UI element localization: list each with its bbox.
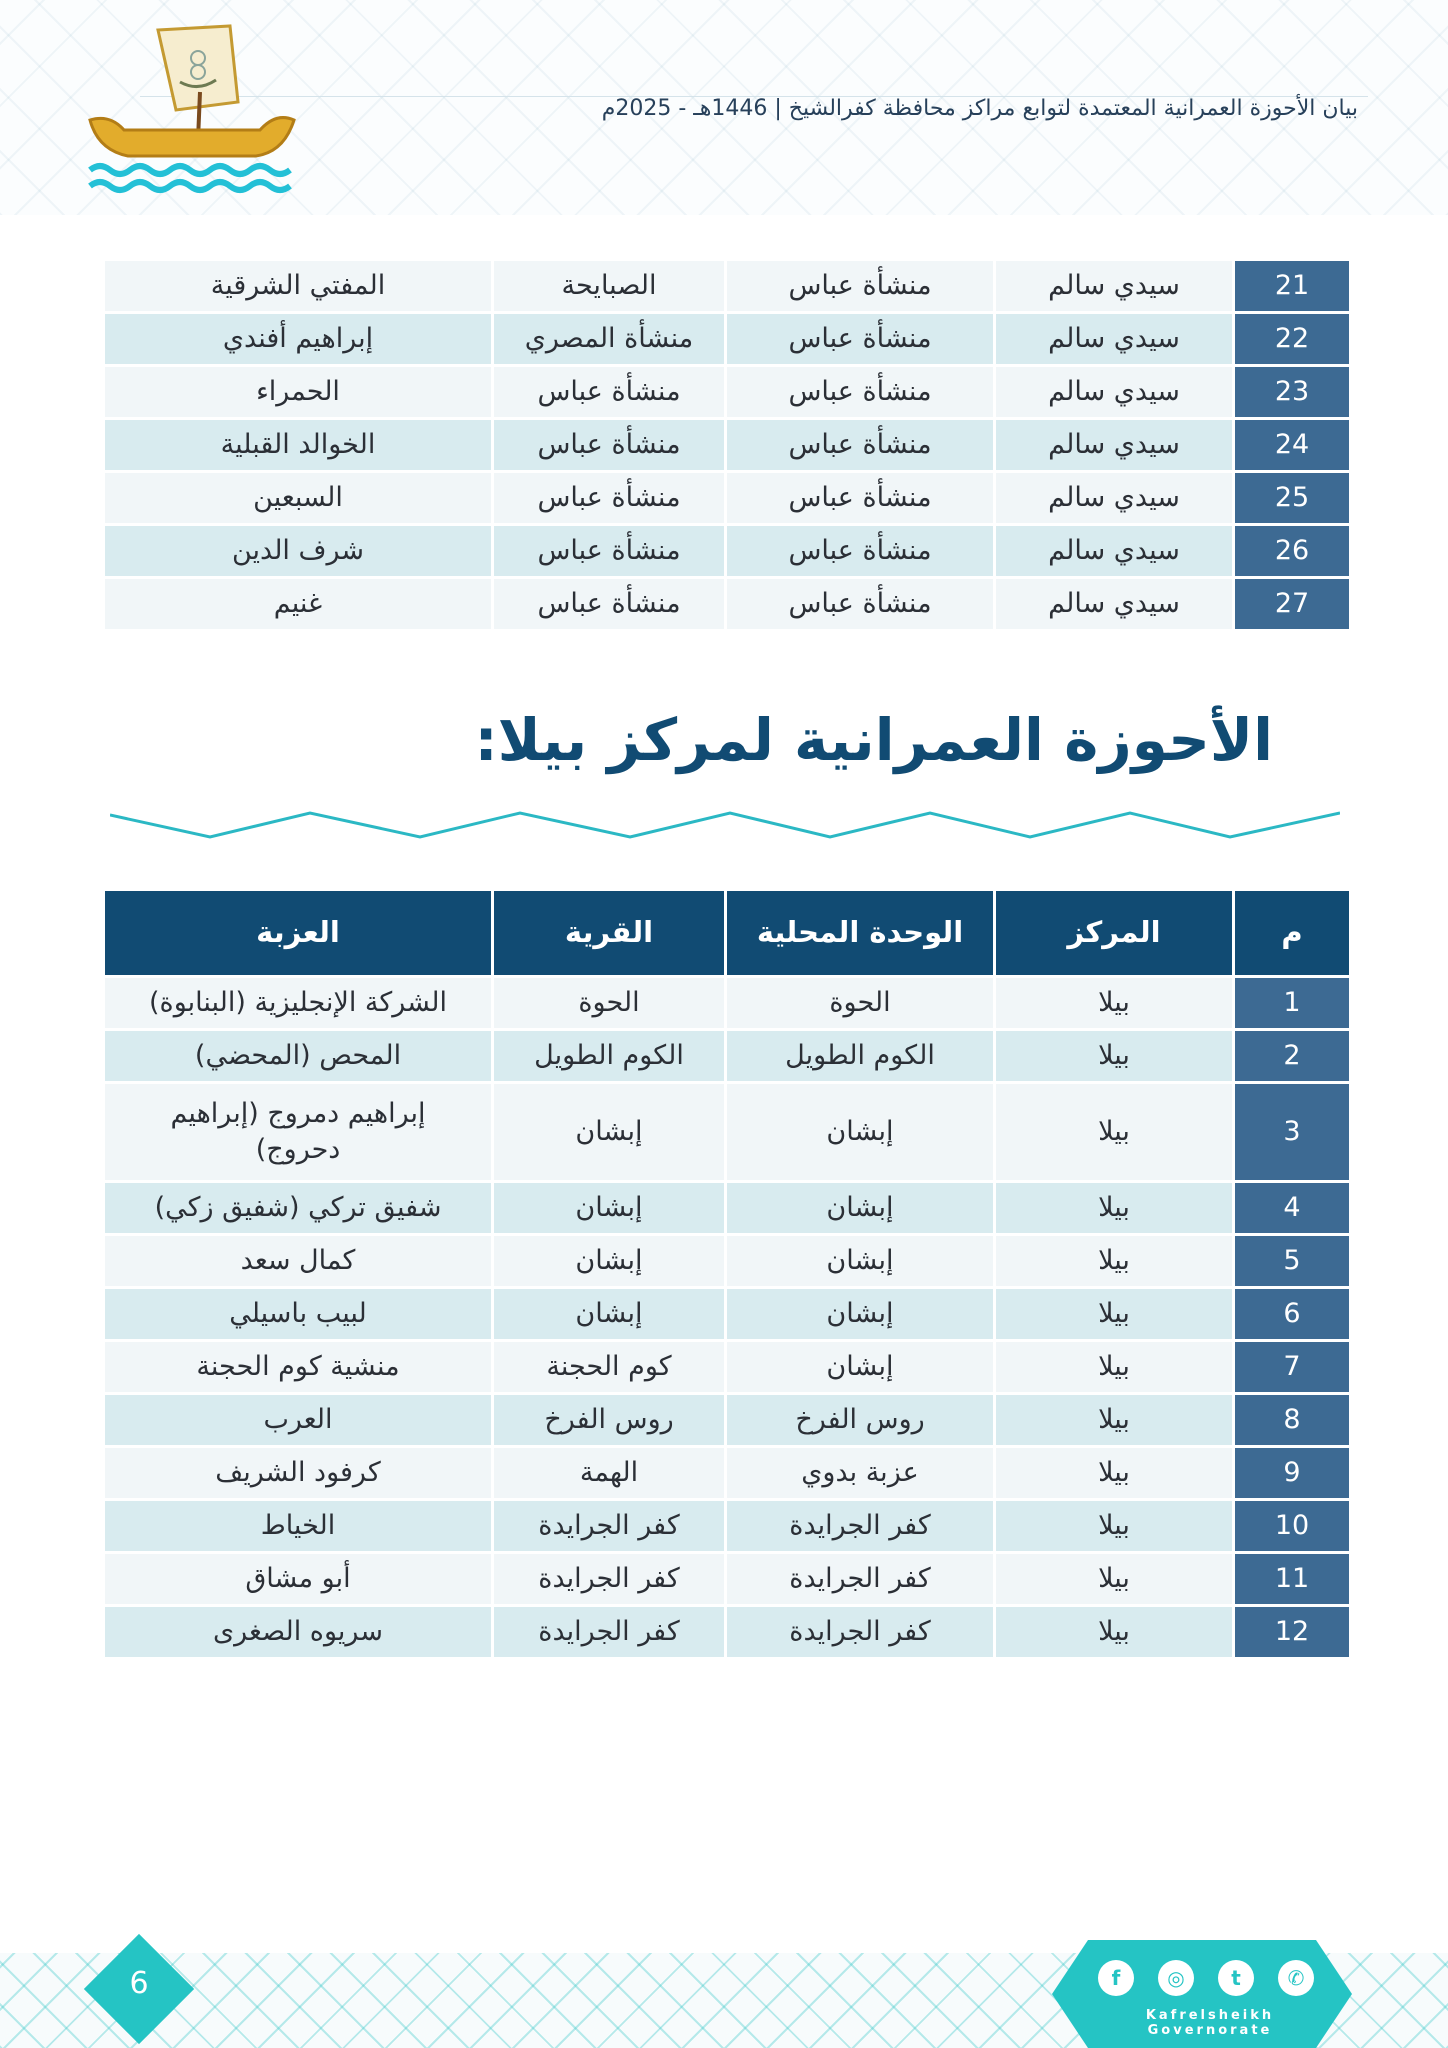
markaz-cell: بيلا bbox=[996, 1084, 1232, 1180]
markaz-cell: بيلا bbox=[996, 1342, 1232, 1392]
village-cell: إبشان bbox=[494, 1236, 724, 1286]
village-cell: إبشان bbox=[494, 1289, 724, 1339]
hamlet-cell: سريوه الصغرى bbox=[105, 1607, 491, 1657]
local-unit-cell: منشأة عباس bbox=[727, 473, 993, 523]
hamlet-cell: السبعين bbox=[105, 473, 491, 523]
table-row bbox=[105, 314, 1349, 364]
markaz-cell: بيلا bbox=[996, 978, 1232, 1028]
local-unit-cell: كفر الجرايدة bbox=[727, 1607, 993, 1657]
hamlet-cell: غنيم bbox=[105, 579, 491, 629]
local-unit-cell: منشأة عباس bbox=[727, 420, 993, 470]
column-header-local-unit: الوحدة المحلية bbox=[727, 891, 993, 975]
table-header-row bbox=[105, 891, 1349, 975]
hamlet-cell: منشية كوم الحجنة bbox=[105, 1342, 491, 1392]
row-number: 3 bbox=[1235, 1084, 1349, 1180]
markaz-cell: سيدي سالم bbox=[996, 261, 1232, 311]
hamlet-cell: إبراهيم دمروج (إبراهيم دحروج) bbox=[105, 1084, 491, 1180]
table-row bbox=[105, 1501, 1349, 1551]
local-unit-cell: منشأة عباس bbox=[727, 579, 993, 629]
local-unit-cell: منشأة عباس bbox=[727, 314, 993, 364]
hamlet-cell: إبراهيم أفندي bbox=[105, 314, 491, 364]
row-number: 21 bbox=[1235, 261, 1349, 311]
twitter-icon[interactable]: t bbox=[1218, 1960, 1254, 1996]
village-cell: كفر الجرايدة bbox=[494, 1607, 724, 1657]
markaz-cell: بيلا bbox=[996, 1183, 1232, 1233]
row-number: 23 bbox=[1235, 367, 1349, 417]
table-row bbox=[105, 1607, 1349, 1657]
table-row bbox=[105, 1395, 1349, 1445]
village-cell: منشأة عباس bbox=[494, 473, 724, 523]
village-cell: الصبايحة bbox=[494, 261, 724, 311]
table-row bbox=[105, 1289, 1349, 1339]
local-unit-cell: إبشان bbox=[727, 1342, 993, 1392]
hamlet-cell: لبيب باسيلي bbox=[105, 1289, 491, 1339]
markaz-cell: سيدي سالم bbox=[996, 314, 1232, 364]
governorate-boat-logo bbox=[80, 22, 300, 212]
hamlet-cell: الخوالد القبلية bbox=[105, 420, 491, 470]
table-row bbox=[105, 1031, 1349, 1081]
table-row bbox=[105, 420, 1349, 470]
document-header-title: بيان الأحوزة العمرانية المعتمدة لتوابع مراكز محافظة كفرالشيخ | 1446هـ - 2025م bbox=[601, 96, 1358, 121]
row-number: 22 bbox=[1235, 314, 1349, 364]
instagram-icon[interactable]: ◎ bbox=[1158, 1960, 1194, 1996]
local-unit-cell: الحوة bbox=[727, 978, 993, 1028]
row-number: 4 bbox=[1235, 1183, 1349, 1233]
local-unit-cell: منشأة عباس bbox=[727, 261, 993, 311]
markaz-cell: بيلا bbox=[996, 1448, 1232, 1498]
markaz-cell: بيلا bbox=[996, 1501, 1232, 1551]
markaz-cell: بيلا bbox=[996, 1395, 1232, 1445]
village-cell: روس الفرخ bbox=[494, 1395, 724, 1445]
table-row bbox=[105, 1236, 1349, 1286]
local-unit-cell: منشأة عباس bbox=[727, 367, 993, 417]
row-number: 27 bbox=[1235, 579, 1349, 629]
governorate-brand-text: Kafrelsheikh Governorate bbox=[1145, 2008, 1275, 2038]
column-header-hamlet: العزبة bbox=[105, 891, 491, 975]
village-cell: منشأة عباس bbox=[494, 420, 724, 470]
hamlet-cell: شرف الدين bbox=[105, 526, 491, 576]
markaz-cell: بيلا bbox=[996, 1554, 1232, 1604]
village-cell: منشأة عباس bbox=[494, 579, 724, 629]
village-cell: كفر الجرايدة bbox=[494, 1501, 724, 1551]
row-number: 25 bbox=[1235, 473, 1349, 523]
hamlet-cell: الحمراء bbox=[105, 367, 491, 417]
markaz-cell: سيدي سالم bbox=[996, 473, 1232, 523]
column-header-number: م bbox=[1235, 891, 1349, 975]
local-unit-cell: الكوم الطويل bbox=[727, 1031, 993, 1081]
markaz-cell: بيلا bbox=[996, 1289, 1232, 1339]
column-header-village: القرية bbox=[494, 891, 724, 975]
markaz-cell: سيدي سالم bbox=[996, 367, 1232, 417]
markaz-cell: سيدي سالم bbox=[996, 420, 1232, 470]
markaz-cell: بيلا bbox=[996, 1607, 1232, 1657]
local-unit-cell: منشأة عباس bbox=[727, 526, 993, 576]
table-row bbox=[105, 978, 1349, 1028]
local-unit-cell: روس الفرخ bbox=[727, 1395, 993, 1445]
column-header-markaz: المركز bbox=[996, 891, 1232, 975]
row-number: 6 bbox=[1235, 1289, 1349, 1339]
row-number: 26 bbox=[1235, 526, 1349, 576]
village-cell: منشأة عباس bbox=[494, 526, 724, 576]
local-unit-cell: عزبة بدوي bbox=[727, 1448, 993, 1498]
row-number: 7 bbox=[1235, 1342, 1349, 1392]
village-cell: الحوة bbox=[494, 978, 724, 1028]
table-row bbox=[105, 1084, 1349, 1180]
row-number: 24 bbox=[1235, 420, 1349, 470]
table-row bbox=[105, 1554, 1349, 1604]
table-bila bbox=[102, 888, 1352, 1660]
row-number: 5 bbox=[1235, 1236, 1349, 1286]
table-row bbox=[105, 367, 1349, 417]
hamlet-cell: كرفود الشريف bbox=[105, 1448, 491, 1498]
table-row bbox=[105, 579, 1349, 629]
section-heading-bila: الأحوزة العمرانية لمركز بيلا: bbox=[474, 706, 1273, 774]
row-number: 10 bbox=[1235, 1501, 1349, 1551]
village-cell: منشأة المصري bbox=[494, 314, 724, 364]
markaz-cell: بيلا bbox=[996, 1031, 1232, 1081]
local-unit-cell: كفر الجرايدة bbox=[727, 1501, 993, 1551]
local-unit-cell: إبشان bbox=[727, 1289, 993, 1339]
row-number: 2 bbox=[1235, 1031, 1349, 1081]
local-unit-cell: إبشان bbox=[727, 1183, 993, 1233]
markaz-cell: سيدي سالم bbox=[996, 526, 1232, 576]
markaz-cell: بيلا bbox=[996, 1236, 1232, 1286]
table-row bbox=[105, 261, 1349, 311]
table-row bbox=[105, 473, 1349, 523]
local-unit-cell: إبشان bbox=[727, 1084, 993, 1180]
hamlet-cell: العرب bbox=[105, 1395, 491, 1445]
facebook-icon[interactable]: f bbox=[1098, 1960, 1134, 1996]
local-unit-cell: إبشان bbox=[727, 1236, 993, 1286]
village-cell: إبشان bbox=[494, 1084, 724, 1180]
hamlet-cell: كمال سعد bbox=[105, 1236, 491, 1286]
zigzag-divider bbox=[110, 805, 1340, 845]
whatsapp-icon[interactable]: ✆ bbox=[1278, 1960, 1314, 1996]
hamlet-cell: أبو مشاق bbox=[105, 1554, 491, 1604]
hamlet-cell: المفتي الشرقية bbox=[105, 261, 491, 311]
village-cell: الهمة bbox=[494, 1448, 724, 1498]
village-cell: كفر الجرايدة bbox=[494, 1554, 724, 1604]
village-cell: منشأة عباس bbox=[494, 367, 724, 417]
table-sidi-salem-continued bbox=[102, 258, 1352, 632]
row-number: 1 bbox=[1235, 978, 1349, 1028]
village-cell: إبشان bbox=[494, 1183, 724, 1233]
page-number: 6 bbox=[129, 1966, 149, 2001]
markaz-cell: سيدي سالم bbox=[996, 579, 1232, 629]
table-row bbox=[105, 1183, 1349, 1233]
village-cell: كوم الحجنة bbox=[494, 1342, 724, 1392]
hamlet-cell: الشركة الإنجليزية (البنابوة) bbox=[105, 978, 491, 1028]
table-row bbox=[105, 526, 1349, 576]
row-number: 12 bbox=[1235, 1607, 1349, 1657]
local-unit-cell: كفر الجرايدة bbox=[727, 1554, 993, 1604]
hamlet-cell: شفيق تركي (شفيق زكي) bbox=[105, 1183, 491, 1233]
row-number: 8 bbox=[1235, 1395, 1349, 1445]
village-cell: الكوم الطويل bbox=[494, 1031, 724, 1081]
row-number: 9 bbox=[1235, 1448, 1349, 1498]
hamlet-cell: الخياط bbox=[105, 1501, 491, 1551]
row-number: 11 bbox=[1235, 1554, 1349, 1604]
table-row bbox=[105, 1448, 1349, 1498]
table-row bbox=[105, 1342, 1349, 1392]
hamlet-cell: المحص (المحضي) bbox=[105, 1031, 491, 1081]
